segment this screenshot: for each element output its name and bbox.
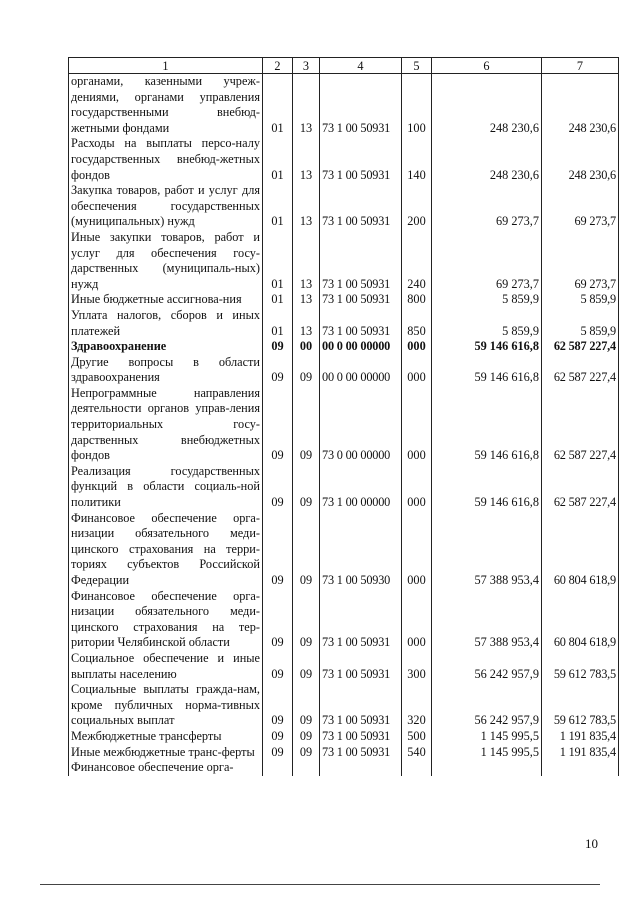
subsection-code: 00 bbox=[293, 339, 320, 355]
expense-type-code: 320 bbox=[402, 682, 432, 729]
header-col-7: 7 bbox=[542, 58, 619, 74]
section-code: 09 bbox=[263, 339, 293, 355]
row-name: Финансовое обеспечение орга-низации обязательного меди-цинского страхования на тер-ритории Челябинской области bbox=[69, 589, 263, 651]
amount-col-6: 59 146 616,8 bbox=[432, 464, 542, 511]
section-code: 09 bbox=[263, 729, 293, 745]
amount-col-6: 69 273,7 bbox=[432, 183, 542, 230]
table-row bbox=[69, 386, 619, 464]
header-col-2: 2 bbox=[263, 58, 293, 74]
table-row bbox=[69, 183, 619, 230]
amount-col-7: 60 804 618,9 bbox=[542, 511, 619, 589]
target-article-code: 00 0 00 00000 bbox=[320, 355, 402, 386]
target-article-code: 00 0 00 00000 bbox=[320, 339, 402, 355]
row-name: Финансовое обеспечение орга-низации обязательного меди-цинского страхования на терри-ториях субъектов Российской Федерации bbox=[69, 511, 263, 589]
subsection-code: 13 bbox=[293, 183, 320, 230]
target-article-code: 73 1 00 50931 bbox=[320, 682, 402, 729]
expense-type-code: 800 bbox=[402, 292, 432, 308]
section-code: 01 bbox=[263, 292, 293, 308]
amount-col-7: 62 587 227,4 bbox=[542, 464, 619, 511]
amount-col-6: 59 146 616,8 bbox=[432, 339, 542, 355]
expense-type-code: 000 bbox=[402, 589, 432, 651]
header-col-6: 6 bbox=[432, 58, 542, 74]
amount-col-6: 59 146 616,8 bbox=[432, 386, 542, 464]
section-code: 01 bbox=[263, 136, 293, 183]
subsection-code: 13 bbox=[293, 292, 320, 308]
amount-col-6: 248 230,6 bbox=[432, 136, 542, 183]
target-article-code: 73 1 00 50931 bbox=[320, 136, 402, 183]
amount-col-7: 59 612 783,5 bbox=[542, 651, 619, 682]
expense-type-code: 000 bbox=[402, 355, 432, 386]
section-code: 09 bbox=[263, 651, 293, 682]
row-name: Расходы на выплаты персо-налу государственных внебюд-жетных фондов bbox=[69, 136, 263, 183]
table-row bbox=[69, 589, 619, 651]
target-article-code: 73 1 00 50931 bbox=[320, 651, 402, 682]
page-number: 10 bbox=[585, 836, 598, 851]
amount-col-7: 5 859,9 bbox=[542, 308, 619, 339]
expense-type-code: 300 bbox=[402, 651, 432, 682]
amount-col-6: 5 859,9 bbox=[432, 308, 542, 339]
section-code: 01 bbox=[263, 230, 293, 292]
expense-type-code: 540 bbox=[402, 745, 432, 761]
table-row bbox=[69, 230, 619, 292]
section-code: 09 bbox=[263, 355, 293, 386]
subsection-code: 09 bbox=[293, 651, 320, 682]
table-row bbox=[69, 511, 619, 589]
target-article-code: 73 1 00 00000 bbox=[320, 464, 402, 511]
table-row bbox=[69, 651, 619, 682]
section-code: 09 bbox=[263, 464, 293, 511]
subsection-code: 09 bbox=[293, 682, 320, 729]
expense-type-code: 850 bbox=[402, 308, 432, 339]
amount-col-6: 59 146 616,8 bbox=[432, 355, 542, 386]
subsection-code: 13 bbox=[293, 230, 320, 292]
subsection-code: 09 bbox=[293, 729, 320, 745]
row-name: органами, казенными учреж-дениями, органами управления государственными внебюд-жетными фондами bbox=[69, 74, 263, 137]
target-article-code: 73 0 00 00000 bbox=[320, 386, 402, 464]
table-row bbox=[69, 682, 619, 729]
section-code: 09 bbox=[263, 511, 293, 589]
target-article-code: 73 1 00 50931 bbox=[320, 589, 402, 651]
header-col-3: 3 bbox=[293, 58, 320, 74]
expense-type-code: 140 bbox=[402, 136, 432, 183]
amount-col-6: 69 273,7 bbox=[432, 230, 542, 292]
table-header-row bbox=[69, 58, 619, 74]
table-row bbox=[69, 729, 619, 745]
row-name: Иные межбюджетные транс-ферты bbox=[69, 745, 263, 761]
table-row bbox=[69, 355, 619, 386]
header-col-5: 5 bbox=[402, 58, 432, 74]
target-article-code: 73 1 00 50930 bbox=[320, 511, 402, 589]
amount-col-6 bbox=[432, 760, 542, 776]
subsection-code: 09 bbox=[293, 511, 320, 589]
amount-col-6: 56 242 957,9 bbox=[432, 651, 542, 682]
subsection-code: 13 bbox=[293, 136, 320, 183]
target-article-code: 73 1 00 50931 bbox=[320, 230, 402, 292]
row-name: Финансовое обеспечение орга- bbox=[69, 760, 263, 776]
row-name: Здравоохранение bbox=[69, 339, 263, 355]
amount-col-7: 1 191 835,4 bbox=[542, 729, 619, 745]
amount-col-7: 59 612 783,5 bbox=[542, 682, 619, 729]
row-name: Закупка товаров, работ и услуг для обеспечения государственных (муниципальных) нужд bbox=[69, 183, 263, 230]
amount-col-6: 57 388 953,4 bbox=[432, 589, 542, 651]
target-article-code: 73 1 00 50931 bbox=[320, 292, 402, 308]
subsection-code: 09 bbox=[293, 386, 320, 464]
target-article-code bbox=[320, 760, 402, 776]
expense-type-code bbox=[402, 760, 432, 776]
amount-col-7: 69 273,7 bbox=[542, 183, 619, 230]
subsection-code: 09 bbox=[293, 589, 320, 651]
expense-type-code: 200 bbox=[402, 183, 432, 230]
expense-type-code: 100 bbox=[402, 74, 432, 137]
expense-type-code: 000 bbox=[402, 386, 432, 464]
subsection-code: 13 bbox=[293, 74, 320, 137]
row-name: Реализация государственных функций в области социаль-ной политики bbox=[69, 464, 263, 511]
amount-col-6: 248 230,6 bbox=[432, 74, 542, 137]
footer-divider bbox=[40, 884, 600, 885]
table-row bbox=[69, 464, 619, 511]
expense-type-code: 240 bbox=[402, 230, 432, 292]
row-name: Межбюджетные трансферты bbox=[69, 729, 263, 745]
row-name: Иные закупки товаров, работ и услуг для обеспечения госу-дарственных (муниципаль-ных) нужд bbox=[69, 230, 263, 292]
table-row bbox=[69, 292, 619, 308]
subsection-code: 09 bbox=[293, 745, 320, 761]
target-article-code: 73 1 00 50931 bbox=[320, 745, 402, 761]
header-col-4: 4 bbox=[320, 58, 402, 74]
row-name: Социальные выплаты гражда-нам, кроме публичных норма-тивных социальных выплат bbox=[69, 682, 263, 729]
amount-col-7 bbox=[542, 760, 619, 776]
section-code: 09 bbox=[263, 386, 293, 464]
section-code: 01 bbox=[263, 183, 293, 230]
subsection-code bbox=[293, 760, 320, 776]
amount-col-7: 62 587 227,4 bbox=[542, 386, 619, 464]
table-row bbox=[69, 136, 619, 183]
subsection-code: 09 bbox=[293, 355, 320, 386]
amount-col-7: 248 230,6 bbox=[542, 74, 619, 137]
row-name: Непрограммные направления деятельности органов управ-ления территориальных госу-дарственных внебюджетных фондов bbox=[69, 386, 263, 464]
amount-col-6: 5 859,9 bbox=[432, 292, 542, 308]
section-code: 01 bbox=[263, 308, 293, 339]
expense-type-code: 500 bbox=[402, 729, 432, 745]
amount-col-7: 1 191 835,4 bbox=[542, 745, 619, 761]
row-name: Другие вопросы в области здравоохранения bbox=[69, 355, 263, 386]
row-name: Социальное обеспечение и иные выплаты населению bbox=[69, 651, 263, 682]
expense-type-code: 000 bbox=[402, 511, 432, 589]
amount-col-7: 62 587 227,4 bbox=[542, 339, 619, 355]
table-row bbox=[69, 339, 619, 355]
subsection-code: 13 bbox=[293, 308, 320, 339]
table-row bbox=[69, 308, 619, 339]
amount-col-6: 56 242 957,9 bbox=[432, 682, 542, 729]
target-article-code: 73 1 00 50931 bbox=[320, 74, 402, 137]
amount-col-6: 1 145 995,5 bbox=[432, 745, 542, 761]
target-article-code: 73 1 00 50931 bbox=[320, 308, 402, 339]
section-code bbox=[263, 760, 293, 776]
amount-col-7: 5 859,9 bbox=[542, 292, 619, 308]
row-name: Уплата налогов, сборов и иных платежей bbox=[69, 308, 263, 339]
amount-col-7: 60 804 618,9 bbox=[542, 589, 619, 651]
table-row bbox=[69, 74, 619, 137]
table-row bbox=[69, 745, 619, 761]
amount-col-6: 1 145 995,5 bbox=[432, 729, 542, 745]
section-code: 09 bbox=[263, 745, 293, 761]
section-code: 09 bbox=[263, 682, 293, 729]
target-article-code: 73 1 00 50931 bbox=[320, 183, 402, 230]
table-body bbox=[69, 74, 619, 776]
amount-col-6: 57 388 953,4 bbox=[432, 511, 542, 589]
budget-table bbox=[68, 57, 619, 776]
table-row bbox=[69, 760, 619, 776]
section-code: 09 bbox=[263, 589, 293, 651]
subsection-code: 09 bbox=[293, 464, 320, 511]
amount-col-7: 69 273,7 bbox=[542, 230, 619, 292]
amount-col-7: 62 587 227,4 bbox=[542, 355, 619, 386]
row-name: Иные бюджетные ассигнова-ния bbox=[69, 292, 263, 308]
amount-col-7: 248 230,6 bbox=[542, 136, 619, 183]
expense-type-code: 000 bbox=[402, 339, 432, 355]
header-col-1: 1 bbox=[69, 58, 263, 74]
expense-type-code: 000 bbox=[402, 464, 432, 511]
section-code: 01 bbox=[263, 74, 293, 137]
target-article-code: 73 1 00 50931 bbox=[320, 729, 402, 745]
